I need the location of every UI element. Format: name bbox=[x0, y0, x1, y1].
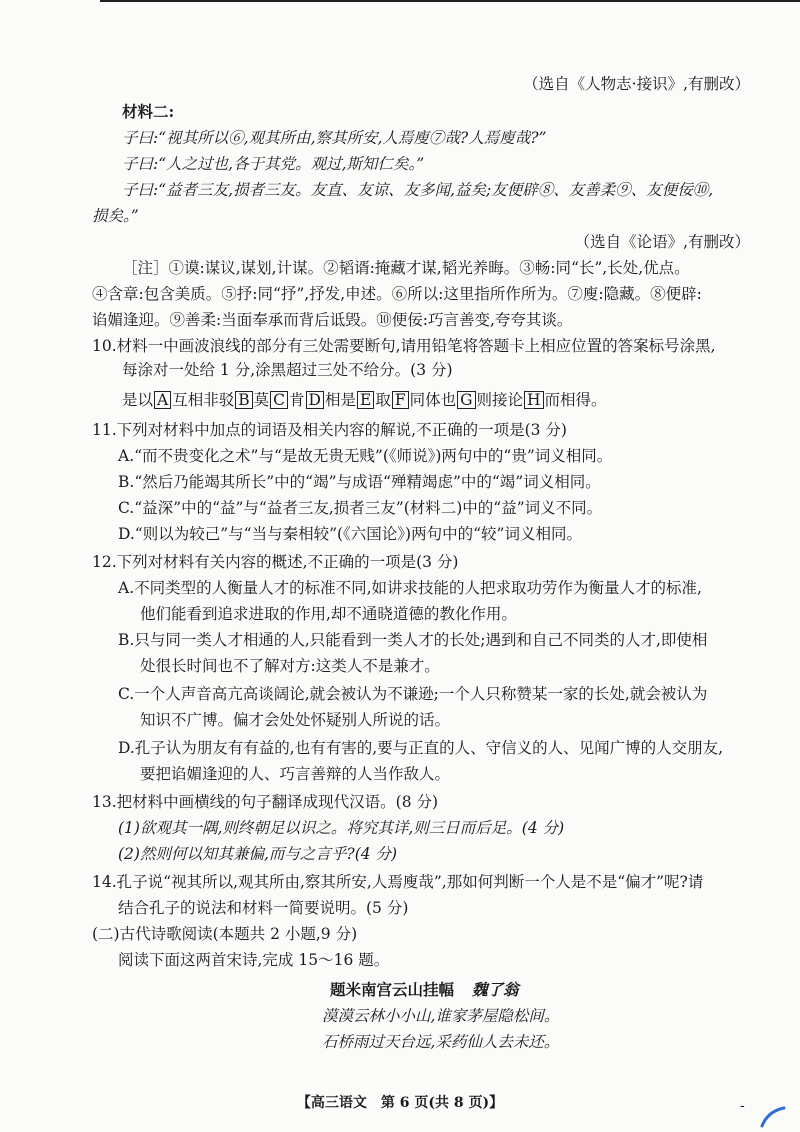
question-13-part-2: (2)然则何以知其兼偏,而与之言乎?(4 分) bbox=[118, 845, 398, 863]
material-2-line-4: 损矣。” bbox=[92, 207, 139, 225]
section-2-heading: (二)古代诗歌阅读(本题共 2 小题,9 分) bbox=[92, 925, 358, 943]
notes-line-3: 谄媚逢迎。⑨善柔:当面奉承而背后诋毁。⑩便佞:巧言善变,夸夸其谈。 bbox=[92, 311, 573, 329]
question-10-line-2: 每涂对一处给 1 分,涂黑超过三处不给分。(3 分) bbox=[122, 361, 453, 379]
segment-text: 莫 bbox=[253, 391, 270, 409]
question-10-segment-line bbox=[122, 390, 607, 410]
question-11-option-b: B.“然后乃能竭其所长”中的“竭”与成语“殚精竭虑”中的“竭”词义相同。 bbox=[118, 473, 601, 491]
question-12-option-c-line-2: 知识不广博。偏才会处处怀疑别人所说的话。 bbox=[140, 711, 451, 729]
question-12-option-d-line-1: D.孔子认为朋友有有益的,也有有害的,要与正直的人、守信义的人、见闻广博的人交朋友, bbox=[118, 739, 724, 757]
segment-text: 则接论 bbox=[476, 391, 524, 409]
question-12-option-a-line-2: 他们能看到追求进取的作用,却不通晓道德的教化作用。 bbox=[140, 605, 517, 623]
poem-line-1: 漠漠云林小小山,谁家茅屋隐松间。 bbox=[322, 1007, 560, 1025]
answer-box-g[interactable]: G bbox=[457, 391, 475, 409]
question-11-option-c: C.“益深”中的“益”与“益者三友,损者三友”(材料二)中的“益”词义不同。 bbox=[118, 499, 603, 517]
question-10-line-1: 10.材料一中画波浪线的部分有三处需要断句,请用铅笔将答题卡上相应位置的答案标号涂黑, bbox=[92, 337, 716, 355]
question-13-stem: 13.把材料中画横线的句子翻译成现代汉语。(8 分) bbox=[92, 793, 439, 811]
segment-text: 取 bbox=[375, 391, 391, 409]
question-11-option-d: D.“则以为较己”与“当与秦相较”(《六国论》)两句中的“较”词义相同。 bbox=[118, 525, 582, 543]
question-13-part-1: (1)欲观其一隅,则终朝足以识之。将究其详,则三日而后足。(4 分) bbox=[118, 819, 565, 837]
section-2-intro: 阅读下面这两首宋诗,完成 15～16 题。 bbox=[118, 951, 390, 969]
segment-text: 肯 bbox=[289, 391, 305, 409]
answer-box-a[interactable]: A bbox=[154, 391, 171, 409]
question-11-stem: 11.下列对材料中加点的词语及相关内容的解说,不正确的一项是(3 分) bbox=[92, 421, 567, 439]
answer-box-e[interactable]: E bbox=[357, 391, 374, 409]
question-12-option-b-line-2: 处很长时间也不了解对方:这类人不是兼才。 bbox=[140, 657, 440, 675]
segment-text: 互相非驳 bbox=[172, 391, 235, 409]
question-14-line-1: 14.孔子说“视其所以,观其所由,察其所安,人焉廋哉”,那如何判断一个人是不是“偏才”呢?请 bbox=[92, 873, 704, 891]
corner-mark: - bbox=[740, 1098, 745, 1114]
question-11-option-a: A.“而不贵变化之术”与“是故无贵无贱”(《师说》)两句中的“贵”词义相同。 bbox=[118, 447, 613, 465]
poem-author: 魏了翁 bbox=[472, 980, 519, 999]
source-note-2: （选自《论语》,有删改） bbox=[574, 233, 750, 251]
answer-box-b[interactable]: B bbox=[235, 391, 252, 409]
segment-text: 而相得。 bbox=[544, 391, 607, 409]
question-12-option-a-line-1: A.不同类型的人衡量人才的标准不同,如讲求技能的人把求取功劳作为衡量人才的标准, bbox=[118, 579, 702, 597]
material-2-line-2: 子曰:“人之过也,各于其党。观过,斯知仁矣。” bbox=[122, 155, 425, 173]
question-12-option-c-line-1: C.一个人声音高亢高谈阔论,就会被认为不谦逊;一个人只称赞某一家的长处,就会被认为 bbox=[118, 685, 708, 703]
answer-box-h[interactable]: H bbox=[524, 391, 544, 409]
source-note-1: （选自《人物志·接识》,有删改） bbox=[523, 75, 750, 93]
poem-title bbox=[330, 980, 519, 1000]
question-12-option-d-line-2: 要把谄媚逢迎的人、巧言善辩的人当作敌人。 bbox=[140, 765, 451, 783]
notes-line-2: ④含章:包含美质。⑤抒:同“抒”,抒发,申述。⑥所以:这里指所作所为。⑦廋:隐藏。⑧便辟: bbox=[92, 285, 702, 303]
notes-line-1: ［注］①谟:谋议,谋划,计谋。②韬谞:掩藏才谋,韬光养晦。③畅:同“长”,长处,优点。 bbox=[122, 259, 690, 277]
material-2-title: 材料二: bbox=[122, 102, 175, 121]
question-12-option-b-line-1: B.只与同一类人才相通的人,只能看到一类人才的长处;遇到和自己不同类的人才,即使相 bbox=[118, 631, 708, 649]
poem-title-text: 题米南宫云山挂幅 bbox=[330, 980, 455, 999]
question-14-line-2: 结合孔子的说法和材料一简要说明。(5 分) bbox=[118, 899, 409, 917]
segment-text: 是以 bbox=[122, 391, 154, 409]
material-2-line-3: 子曰:“益者三友,损者三友。友直、友谅、友多闻,益矣;友便辟⑧、友善柔⑨、友便佞⑩, bbox=[122, 181, 714, 199]
question-12-stem: 12.下列对材料有关内容的概述,不正确的一项是(3 分) bbox=[92, 553, 459, 571]
answer-box-c[interactable]: C bbox=[270, 391, 288, 409]
material-2-line-1: 子曰:“视其所以⑥,观其所由,察其所安,人焉廋⑦哉?人焉廋哉?” bbox=[122, 129, 547, 147]
page-footer: 【高三语文 第 6 页(共 8 页)】 bbox=[296, 1095, 504, 1111]
answer-box-f[interactable]: F bbox=[392, 391, 409, 409]
answer-box-d[interactable]: D bbox=[306, 391, 324, 409]
poem-line-2: 石桥雨过天台远,采药仙人去未还。 bbox=[322, 1033, 560, 1051]
segment-text: 同体也 bbox=[409, 391, 457, 409]
curl-mark-icon bbox=[758, 1104, 788, 1128]
segment-text: 相是 bbox=[324, 391, 356, 409]
